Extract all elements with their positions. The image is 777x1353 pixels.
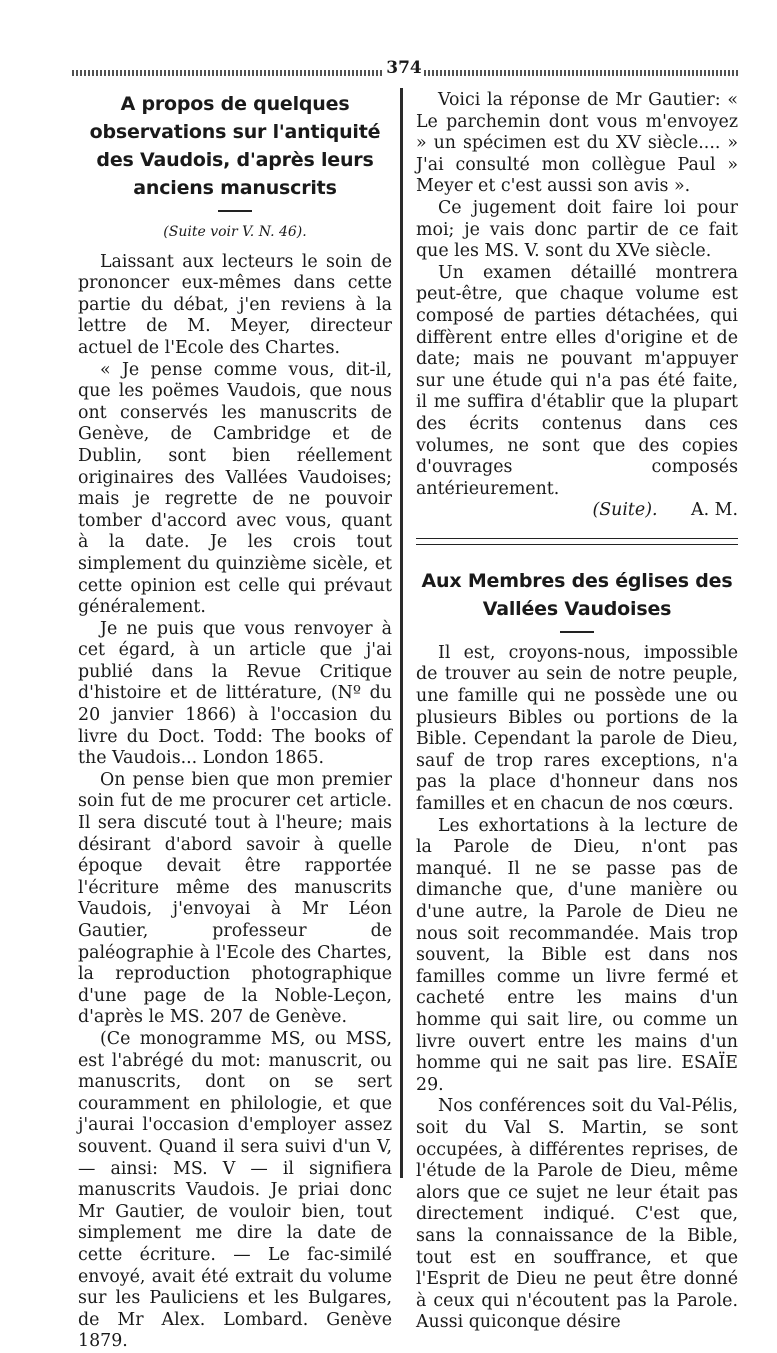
paragraph: Il est, croyons-nous, impossible de trouver au sein de notre peuple, une famille qui ne possède une ou plusieurs Bibles ou portions de la Bible. Cependant la parole de Dieu, sauf de trop rares exceptions, n'a pas la place d'honneur dans nos familles et en chacun de nos cœurs. — [416, 642, 738, 815]
article-title: Aux Membres des églises des Vallées Vaudoises — [421, 569, 733, 620]
paragraph: Je ne puis que vous renvoyer à cet égard, à un article que j'ai publié dans la Revue Critique d'histoire et de littérature, (Nº du 20 janvier 1866) à l'occasion du livre du Doct. Todd: The books of the Vaudois... London 1865. — [78, 618, 392, 769]
paragraph: Voici la réponse de Mr Gautier: « Le parchemin dont vous m'envoyez » un spécimen est du XV siècle.... » J'ai consulté mon collègue Paul » Meyer et c'est aussi son avis ». — [416, 90, 738, 197]
page-number: 374 — [386, 58, 422, 78]
right-column — [416, 90, 738, 1334]
header-ornament-right — [424, 70, 740, 76]
signature-author: A. M. — [691, 500, 738, 521]
article-signature — [416, 500, 738, 522]
paragraph: (Ce monogramme MS, ou MSS, est l'abrégé du mot: manuscrit, ou manuscrits, dont on se sert couramment en philologie, et que j'aurai l'occasion d'employer assez souvent. Quand il sera suivi d'un V, — ainsi: MS. V — il signifiera manuscrits Vaudois. Je priai donc Mr Gautier, de vouloir bien, tout simplement me dire la date de cette écriture. — Le fac-similé envoyé, avait été extrait du volume sur les Pauliciens et les Bulgares, de Mr Alex. Lombard. Genève 1879. — [78, 1028, 392, 1352]
section-divider — [416, 538, 738, 545]
signature-suite: (Suite). — [592, 500, 658, 521]
continuation-note: (Suite voir V. N. 46). — [163, 224, 307, 240]
page-header — [72, 58, 740, 82]
title-separator — [560, 631, 594, 633]
paragraph: Ce jugement doit faire loi pour moi; je vais donc partir de ce fait que les MS. V. sont du XVe siècle. — [416, 197, 738, 262]
paragraph: On pense bien que mon premier soin fut de me procurer cet article. Il sera discuté tout à l'heure; mais désirant d'abord savoir à quelle époque devait être rapportée l'écriture même des manuscrits Vaudois, j'envoyai à Mr Léon Gautier, professeur de paléographie à l'Ecole des Chartes, la reproduction photographique d'une page de la Noble-Leçon, d'après le MS. 207 de Genève. — [78, 769, 392, 1028]
paragraph: Laissant aux lecteurs le soin de prononcer eux-mêmes dans cette partie du débat, j'en reviens à la lettre de M. Meyer, directeur actuel de l'Ecole des Chartes. — [78, 251, 392, 358]
paragraph: « Je pense comme vous, dit-il, que les poëmes Vaudois, que nous ont conservés les manuscrits de Genève, de Cambridge et de Dublin, sont bien réellement originaires des Vallées Vaudoises; mais je regrette de ne pouvoir tomber d'accord avec vous, quant à la date. Je les crois tout simplement du quinzième sicèle, et cette opinion est celle qui prévaut généralement. — [78, 359, 392, 618]
paragraph: Les exhortations à la lecture de la Parole de Dieu, n'ont pas manqué. Il ne se passe pas de dimanche que, d'une manière ou d'une autre, la Parole de Dieu ne nous soit recommandée. Mais trop souvent, la Bible est dans nos familles comme un livre fermé et cacheté entre les mains d'un homme qui sait lire, ou comme un livre ouvert entre les mains d'un homme qui ne sait pas lire. ESAÏE 29. — [416, 815, 738, 1095]
article-title: A propos de quelques observations sur l'antiquité des Vaudois, d'après leurs anciens manuscrits — [89, 93, 381, 199]
left-column — [78, 90, 392, 1353]
paragraph: Un examen détaillé montrera peut-être, que chaque volume est composé de parties détachées, qui diffèrent entre elles d'origine et de date; mais ne pouvant m'appuyer sur une étude qui n'a pas été faite, il me suffira d'établir que la plupart des écrits contenus dans ces volumes, ne sont que des copies d'ouvrages composés antérieurement. — [416, 262, 738, 499]
column-divider — [400, 88, 403, 1178]
title-separator — [218, 210, 252, 212]
paragraph: Nos conférences soit du Val-Pélis, soit du Val S. Martin, se sont occupées, à différentes reprises, de l'étude de la Parole de Dieu, même alors que ce sujet ne leur était pas directement indiqué. C'est que, sans la connaissance de la Bible, tout est en souffrance, et que l'Esprit de Dieu ne peut être donné à ceux qui n'écoutent pas la Parole. Aussi quiconque désire — [416, 1096, 738, 1333]
header-ornament-left — [72, 70, 384, 76]
